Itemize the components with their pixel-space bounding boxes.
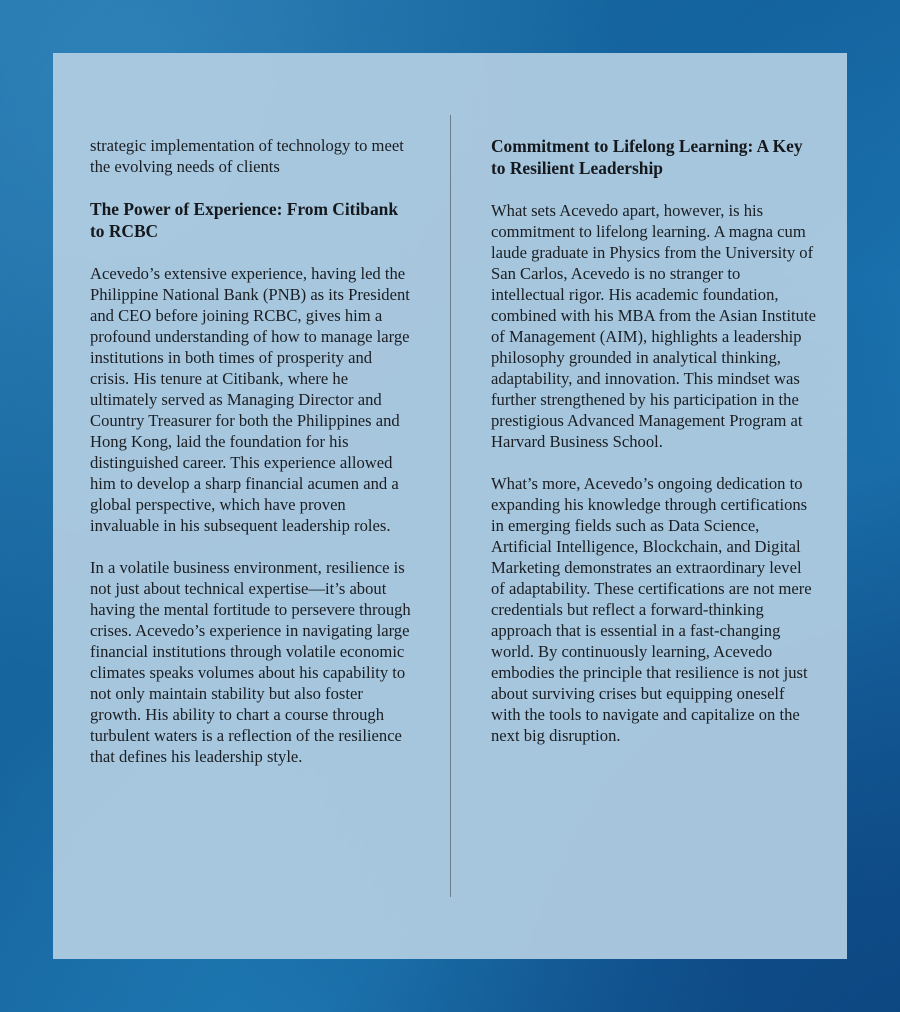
right-column <box>491 135 816 767</box>
section-heading-experience: The Power of Experience: From Citibank to RCBC <box>90 199 399 241</box>
paragraph-experience-1: Acevedo’s extensive experience, having led the Philippine National Bank (PNB) as its President and CEO before joining RCBC, gives him a profound understanding of how to manage large institutions in both times of prosperity and crisis. His tenure at Citibank, where he ultimately served as Managing Director and Country Treasurer for both the Philippines and Hong Kong, laid the foundation for his distinguished career. This experience allowed him to develop a sharp financial acumen and a global perspective, which have proven invaluable in his subsequent leadership roles. <box>90 264 410 535</box>
left-column <box>90 135 415 788</box>
paragraph-learning-1: What sets Acevedo apart, however, is his commitment to lifelong learning. A magna cum laude graduate in Physics from the University of San Carlos, Acevedo is no stranger to intellectual rigor. His academic foundation, combined with his MBA from the Asian Institute of Management (AIM), highlights a leadership philosophy grounded in analytical thinking, adaptability, and innovation. This mindset was further strengthened by his participation in the prestigious Advanced Management Program at Harvard Business School. <box>491 201 816 451</box>
section-heading-learning: Commitment to Lifelong Learning: A Key to Resilient Leadership <box>491 136 803 178</box>
intro-fragment: strategic implementation of technology to meet the evolving needs of clients <box>90 136 404 176</box>
article-panel <box>53 53 847 959</box>
paragraph-learning-2: What’s more, Acevedo’s ongoing dedication to expanding his knowledge through certifications in emerging fields such as Data Science, Artificial Intelligence, Blockchain, and Digital Marketing demonstrates an extraordinary level of adaptability. These certifications are not mere credentials but reflect a forward-thinking approach that is essential in a fast-changing world. By continuously learning, Acevedo embodies the principle that resilience is not just about surviving crises but equipping oneself with the tools to navigate and capitalize on the next big disruption. <box>491 474 812 745</box>
paragraph-experience-2: In a volatile business environment, resilience is not just about technical expertise—it’s about having the mental fortitude to persevere through crises. Acevedo’s experience in navigating large financial institutions through volatile economic climates speaks volumes about his capability to not only maintain stability but also foster growth. His ability to chart a course through turbulent waters is a reflection of the resilience that defines his leadership style. <box>90 558 411 766</box>
column-divider <box>450 115 451 897</box>
